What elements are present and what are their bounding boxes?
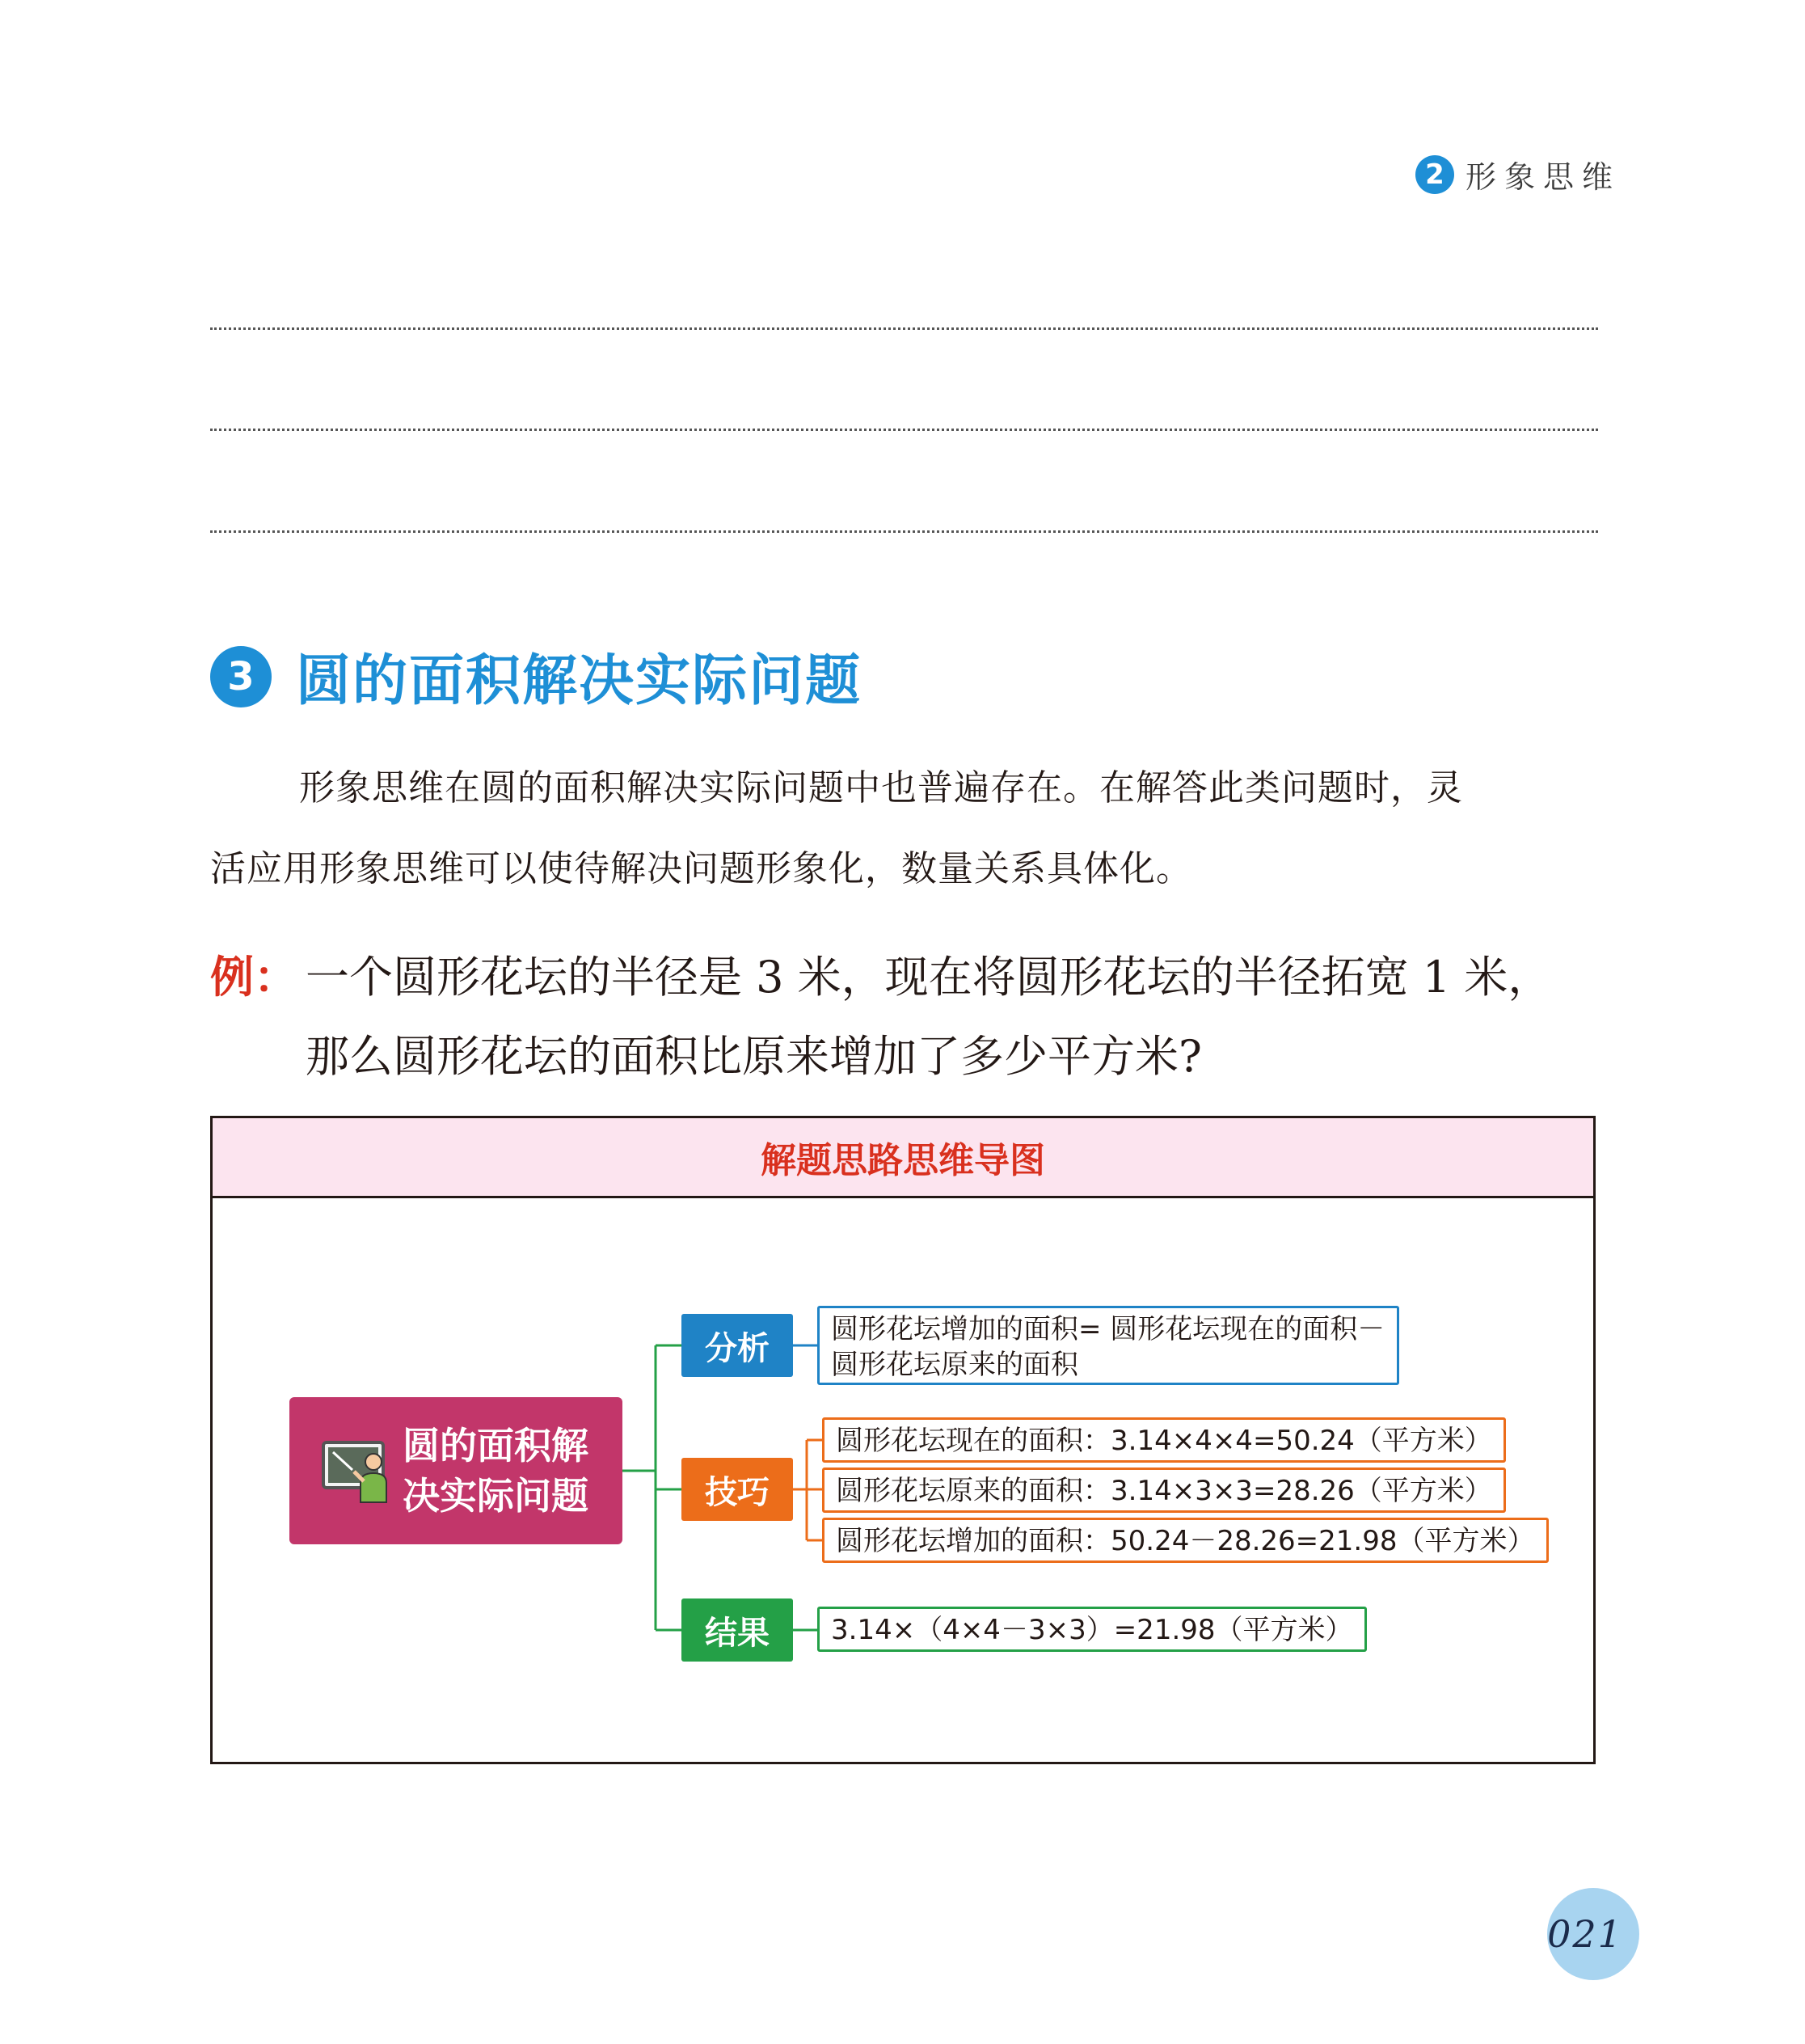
branch-result: 结果 [681, 1598, 793, 1662]
answer-line-1 [210, 327, 1598, 330]
branch-analysis: 分析 [681, 1314, 793, 1377]
chapter-number-badge: 2 [1415, 155, 1454, 194]
example-line-1: 一个圆形花坛的半径是 3 米，现在将圆形花坛的半径拓宽 1 米， [306, 952, 1552, 1003]
answer-line-2 [210, 429, 1598, 431]
answer-line-3 [210, 530, 1598, 533]
mind-map-panel [210, 1116, 1596, 1764]
analysis-leaf-line-2: 圆形花坛原来的面积 [831, 1349, 1078, 1381]
technique-leaf-1: 圆形花坛现在的面积：3.14×4×4=50.24（平方米） [822, 1417, 1506, 1463]
analysis-leaf-line-1: 圆形花坛增加的面积= 圆形花坛现在的面积－ [831, 1313, 1385, 1345]
root-node [289, 1397, 622, 1544]
analysis-leaf [817, 1306, 1399, 1385]
page-number: 021 [1547, 1912, 1623, 1956]
technique-leaf-3: 圆形花坛增加的面积：50.24－28.26=21.98（平方米） [822, 1518, 1549, 1563]
section-heading [210, 637, 862, 716]
example-line-2: 那么圆形花坛的面积比原来增加了多少平方米? [306, 1031, 1202, 1082]
technique-leaf-2: 圆形花坛原来的面积：3.14×3×3=28.26（平方米） [822, 1468, 1506, 1513]
intro-paragraph [210, 748, 1598, 910]
teacher-board-icon [322, 1438, 393, 1504]
chapter-title: 形象思维 [1465, 159, 1621, 195]
chapter-header [1415, 152, 1621, 196]
intro-line-1: 形象思维在圆的面积解决实际问题中也普遍存在。在解答此类问题时，灵 [299, 767, 1463, 809]
page-number-badge [1547, 1888, 1639, 1980]
result-leaf: 3.14×（4×4－3×3）=21.98（平方米） [817, 1607, 1367, 1652]
section-number-badge: 3 [210, 646, 272, 707]
section-title: 圆的面积解决实际问题 [296, 649, 862, 713]
branch-technique: 技巧 [681, 1458, 793, 1521]
example-label: 例： [210, 952, 297, 1003]
example-problem [210, 938, 1617, 1096]
intro-line-2: 活应用形象思维可以使待解决问题形象化，数量关系具体化。 [210, 848, 1192, 889]
root-label: 圆的面积解决实际问题 [403, 1424, 588, 1518]
mind-map-title: 解题思路思维导图 [213, 1118, 1593, 1198]
